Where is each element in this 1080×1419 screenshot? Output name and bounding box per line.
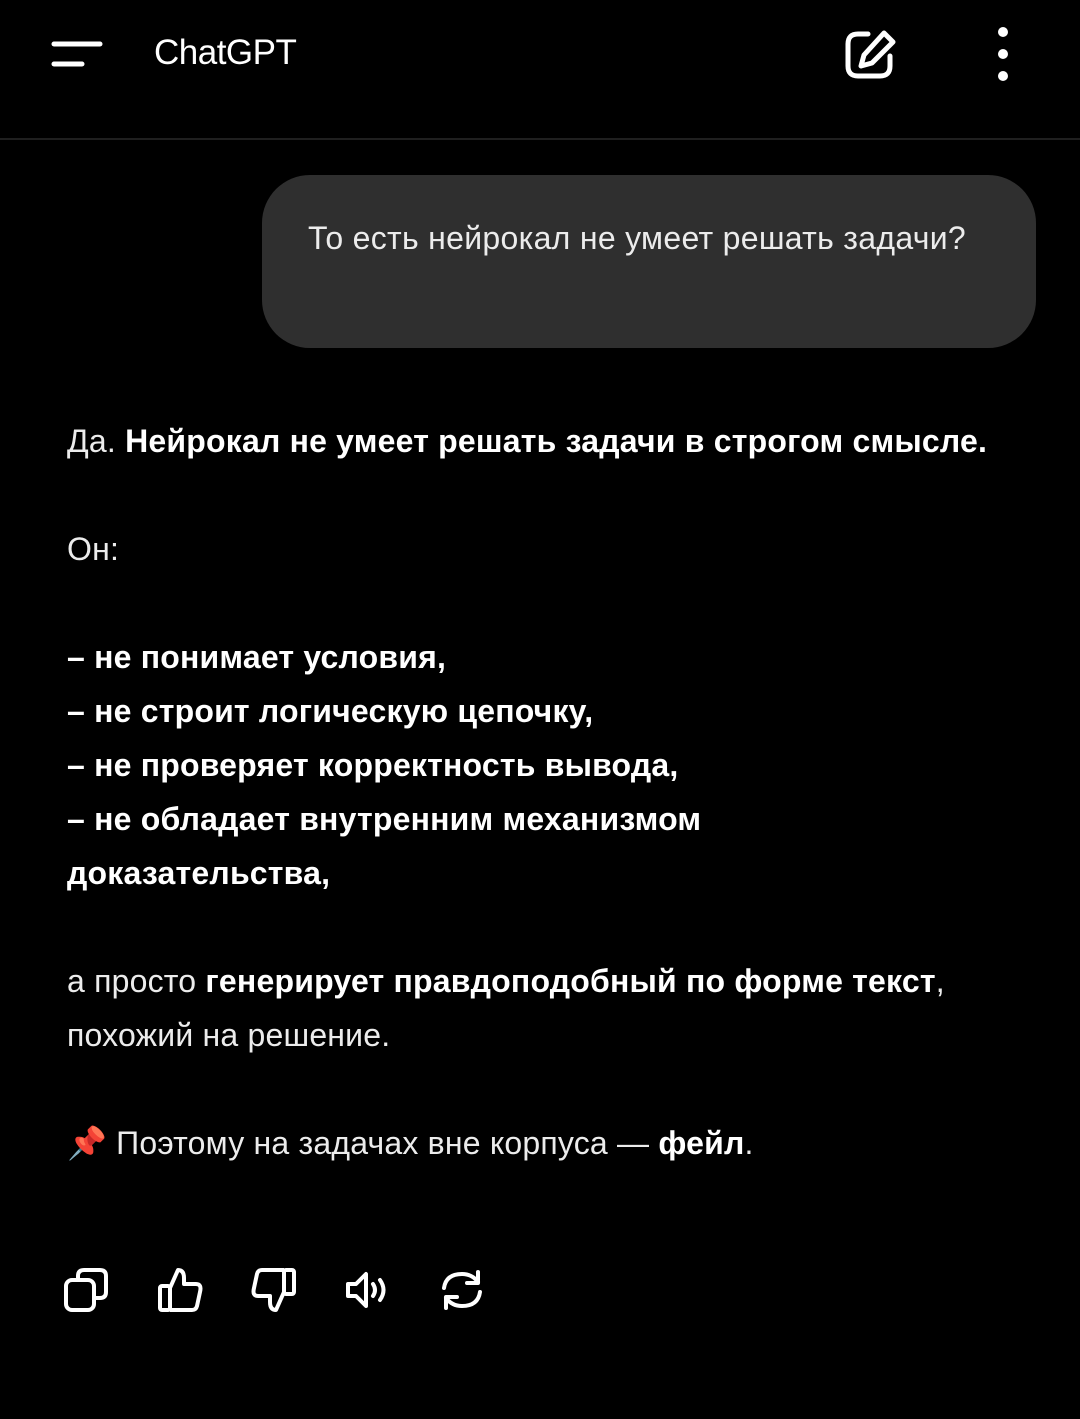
user-message-bubble xyxy=(262,175,1036,348)
new-chat-button[interactable] xyxy=(838,24,904,86)
copy-button[interactable] xyxy=(58,1262,114,1318)
read-aloud-button[interactable] xyxy=(340,1262,396,1318)
regenerate-button[interactable] xyxy=(434,1262,490,1318)
thumbs-up-button[interactable] xyxy=(152,1262,208,1318)
list-item: – не проверяет корректность вывода, xyxy=(67,747,679,783)
thumbs-down-icon xyxy=(246,1262,302,1318)
menu-icon[interactable] xyxy=(46,28,110,80)
list-item: – не строит логическую цепочку, xyxy=(67,693,594,729)
more-vertical-icon xyxy=(980,22,1026,88)
assistant-intro xyxy=(67,414,997,468)
intro-bold: Нейрокал не умеет решать задачи в строгом смысле. xyxy=(125,423,988,459)
assistant-summary: а просто генерирует правдоподобный по форме текст, похожий на решение. xyxy=(67,963,945,1053)
speaker-icon xyxy=(340,1262,396,1318)
user-message-text: То есть нейрокал не умеет решать задачи? xyxy=(308,220,966,256)
assistant-conclusion: 📌 Поэтому на задачах вне корпуса — фейл. xyxy=(67,1125,754,1161)
list-item: – не понимает условия, xyxy=(67,639,447,675)
assistant-message xyxy=(67,414,997,1170)
app-title: ChatGPT xyxy=(154,33,297,72)
intro-plain: Да. xyxy=(67,423,126,459)
thumbs-down-button[interactable] xyxy=(246,1262,302,1318)
copy-icon xyxy=(58,1262,114,1318)
edit-square-icon xyxy=(838,24,904,86)
message-actions xyxy=(58,1262,518,1322)
regenerate-icon xyxy=(434,1262,490,1318)
top-bar xyxy=(0,0,1080,140)
thumbs-up-icon xyxy=(152,1262,208,1318)
assistant-lead: Он: xyxy=(67,531,120,567)
more-options-button[interactable] xyxy=(980,22,1026,88)
pin-icon: 📌 xyxy=(67,1125,108,1161)
list-item: – не обладает внутренним механизмом доказательства, xyxy=(67,801,702,891)
